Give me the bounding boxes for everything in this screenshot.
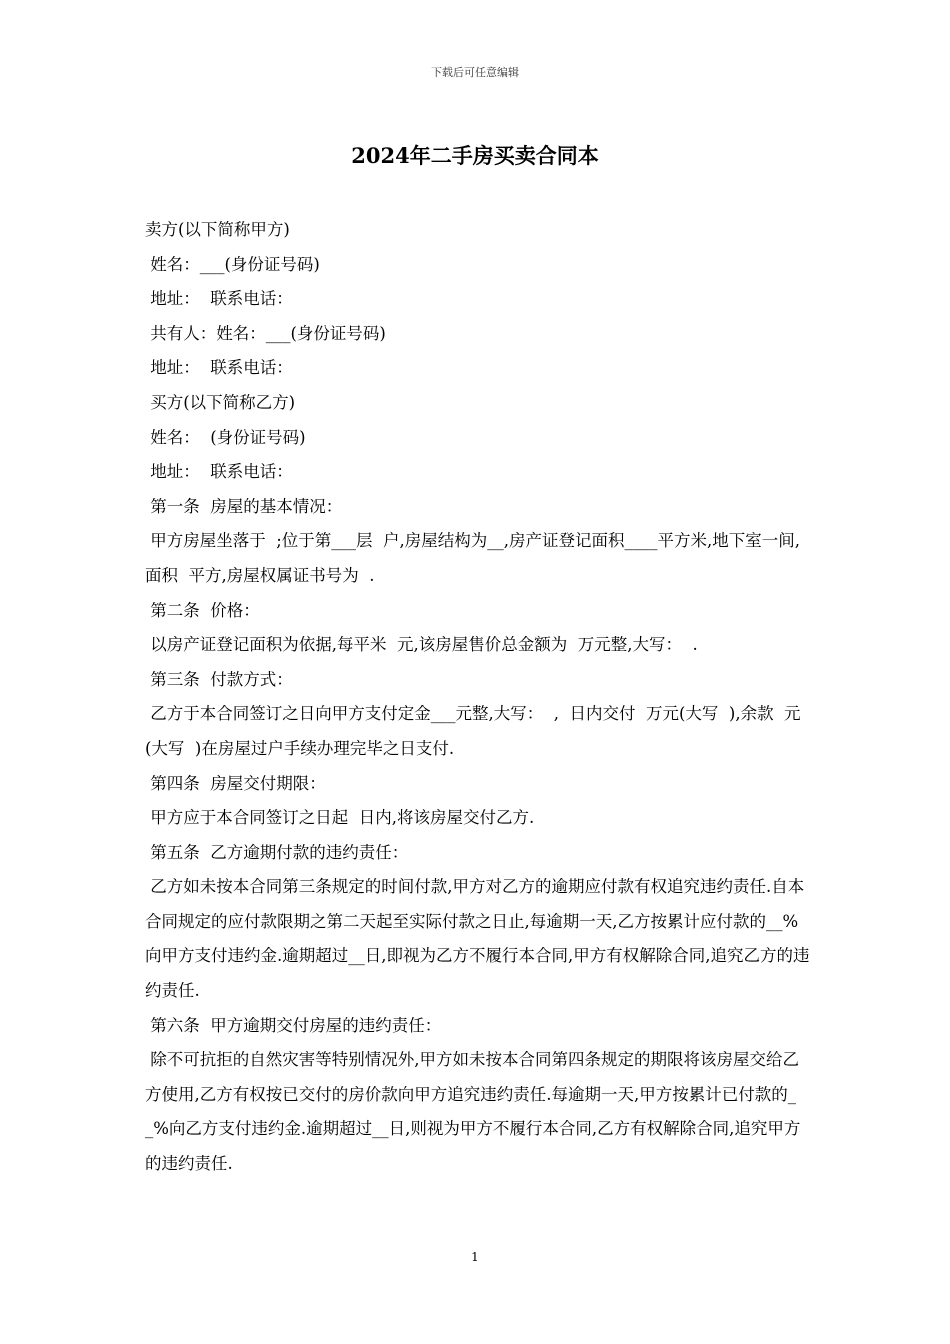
document-body [145, 213, 810, 1182]
article-4-heading: 第四条 房屋交付期限： [145, 773, 326, 793]
article-6-heading: 第六条 甲方逾期交付房屋的违约责任： [145, 1015, 442, 1035]
page-header: 下载后可任意编辑 [431, 66, 519, 79]
article-3-heading: 第三条 付款方式： [145, 669, 293, 689]
article-4-body: 甲方应于本合同签订之日起 日内,将该房屋交付乙方. [145, 808, 535, 828]
paragraph-seller-heading: 卖方(以下简称甲方) [145, 220, 290, 239]
document-title: 2024年二手房买卖合同本 [351, 143, 599, 168]
paragraph-buyer-address: 地址： 联系电话： [145, 462, 293, 482]
paragraph-buyer-name: 姓名： (身份证号码) [145, 427, 306, 447]
article-2-body: 以房产证登记面积为依据,每平米 元,该房屋售价总金额为 万元整,大写： . [145, 635, 698, 655]
paragraph-seller-name: 姓名：___(身份证号码) [145, 254, 320, 274]
article-3-body: 乙方于本合同签订之日向甲方支付定金___元整,大写： , 日内交付 万元(大写 ),余款 元(大写 )在房屋过户手续办理完毕之日支付. [145, 704, 801, 758]
page-number: 1 [471, 1250, 479, 1264]
article-1-heading: 第一条 房屋的基本情况： [145, 496, 343, 516]
paragraph-buyer-heading: 买方(以下简称乙方) [145, 392, 296, 412]
article-5-body: 乙方如未按本合同第三条规定的时间付款,甲方对乙方的逾期应付款有权追究违约责任.自本合同规定的应付款限期之第二天起至实际付款之日止,每逾期一天,乙方按累计应付款的__%向甲方支付违约金.逾期超过__日,即视为乙方不履行本合同,甲方有权解除合同,追究乙方的违约责任. [145, 877, 810, 1001]
paragraph-seller-address: 地址： 联系电话： [145, 289, 293, 309]
article-6-body: 除不可抗拒的自然灾害等特别情况外,甲方如未按本合同第四条规定的期限将该房屋交给乙方使用,乙方有权按已交付的房价款向甲方追究违约责任.每逾期一天,甲方按累计已付款的__%向乙方支付违约金.逾期超过__日,则视为甲方不履行本合同,乙方有权解除合同,追究甲方的违约责任. [145, 1050, 801, 1174]
article-1-body: 甲方房屋坐落于 ;位于第___层 户,房屋结构为__,房产证登记面积____平方米,地下室一间,面积 平方,房屋权属证书号为 . [145, 531, 801, 585]
article-2-heading: 第二条 价格： [145, 600, 260, 620]
paragraph-co-owner-name: 共有人：姓名：___(身份证号码) [145, 323, 386, 343]
article-5-heading: 第五条 乙方逾期付款的违约责任： [145, 842, 409, 862]
paragraph-co-owner-address: 地址： 联系电话： [145, 358, 293, 378]
